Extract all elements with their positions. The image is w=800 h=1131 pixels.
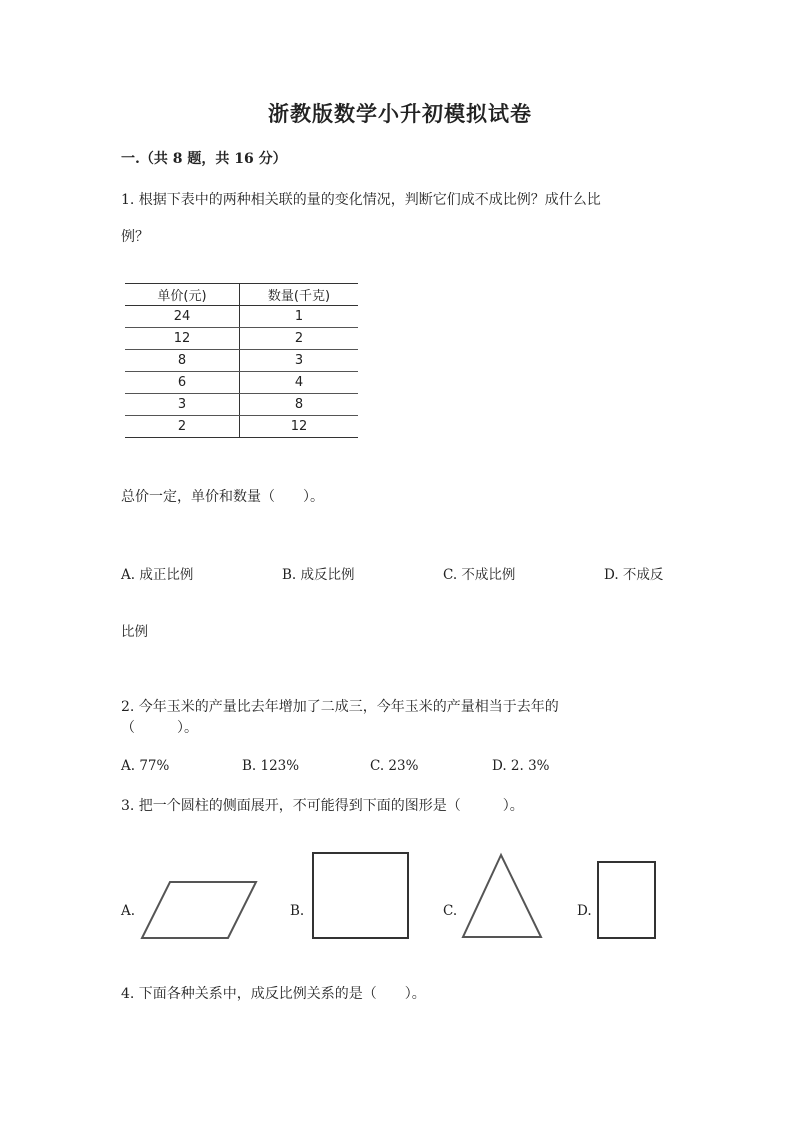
table-cell: 12 — [240, 416, 359, 438]
table-header-cell: 数量(千克) — [240, 284, 359, 306]
table-cell: 2 — [125, 416, 240, 438]
page-title: 浙教版数学小升初模拟试卷 — [268, 101, 532, 126]
q2-option-c[interactable]: C. 23% — [370, 758, 419, 774]
table-cell: 24 — [125, 306, 240, 328]
question-2-line-1: 2. 今年玉米的产量比去年增加了二成三，今年玉米的产量相当于去年的 — [121, 699, 559, 715]
parallelogram-shape — [142, 882, 256, 938]
q2-option-d[interactable]: D. 2. 3% — [492, 758, 550, 774]
q3-option-c-label[interactable]: C. — [443, 903, 458, 919]
question-4-text: 4. 下面各种关系中，成反比例关系的是（ ）。 — [121, 986, 426, 1002]
q1-option-d[interactable]: D. 不成反 — [604, 567, 664, 583]
q3-option-a-label[interactable]: A. — [121, 903, 136, 919]
table-header-cell: 单价(元) — [125, 284, 240, 306]
table-cell: 12 — [125, 328, 240, 350]
table-cell: 2 — [240, 328, 359, 350]
question-2-line-2: （ ）。 — [121, 720, 198, 736]
rectangle-shape — [598, 862, 655, 938]
table-cell: 6 — [125, 372, 240, 394]
table-cell: 1 — [240, 306, 359, 328]
question-3-text: 3. 把一个圆柱的侧面展开，不可能得到下面的图形是（ ）。 — [121, 798, 524, 814]
table-cell: 4 — [240, 372, 359, 394]
question-1-line-1: 1. 根据下表中的两种相关联的量的变化情况，判断它们成不成比例？成什么比 — [121, 192, 601, 208]
section-heading: 一.（共 8 题，共 16 分） — [121, 151, 287, 167]
table-cell: 3 — [240, 350, 359, 372]
triangle-shape — [463, 855, 541, 937]
table-cell: 8 — [240, 394, 359, 416]
question-1-stem: 总价一定，单价和数量（ ）。 — [121, 489, 324, 505]
table-cell: 8 — [125, 350, 240, 372]
q2-option-b[interactable]: B. 123% — [242, 758, 300, 774]
question-1-line-2: 例？ — [121, 229, 149, 245]
q1-option-c[interactable]: C. 不成比例 — [443, 567, 516, 583]
q1-option-a[interactable]: A. 成正比例 — [121, 567, 194, 583]
q3-option-b-label[interactable]: B. — [290, 903, 305, 919]
square-shape — [313, 853, 408, 938]
table-cell: 3 — [125, 394, 240, 416]
q2-option-a[interactable]: A. 77% — [121, 758, 170, 774]
q1-option-d-wrap: 比例 — [121, 624, 148, 640]
q1-option-b[interactable]: B. 成反比例 — [282, 567, 355, 583]
q3-option-d-label[interactable]: D. — [577, 903, 592, 919]
